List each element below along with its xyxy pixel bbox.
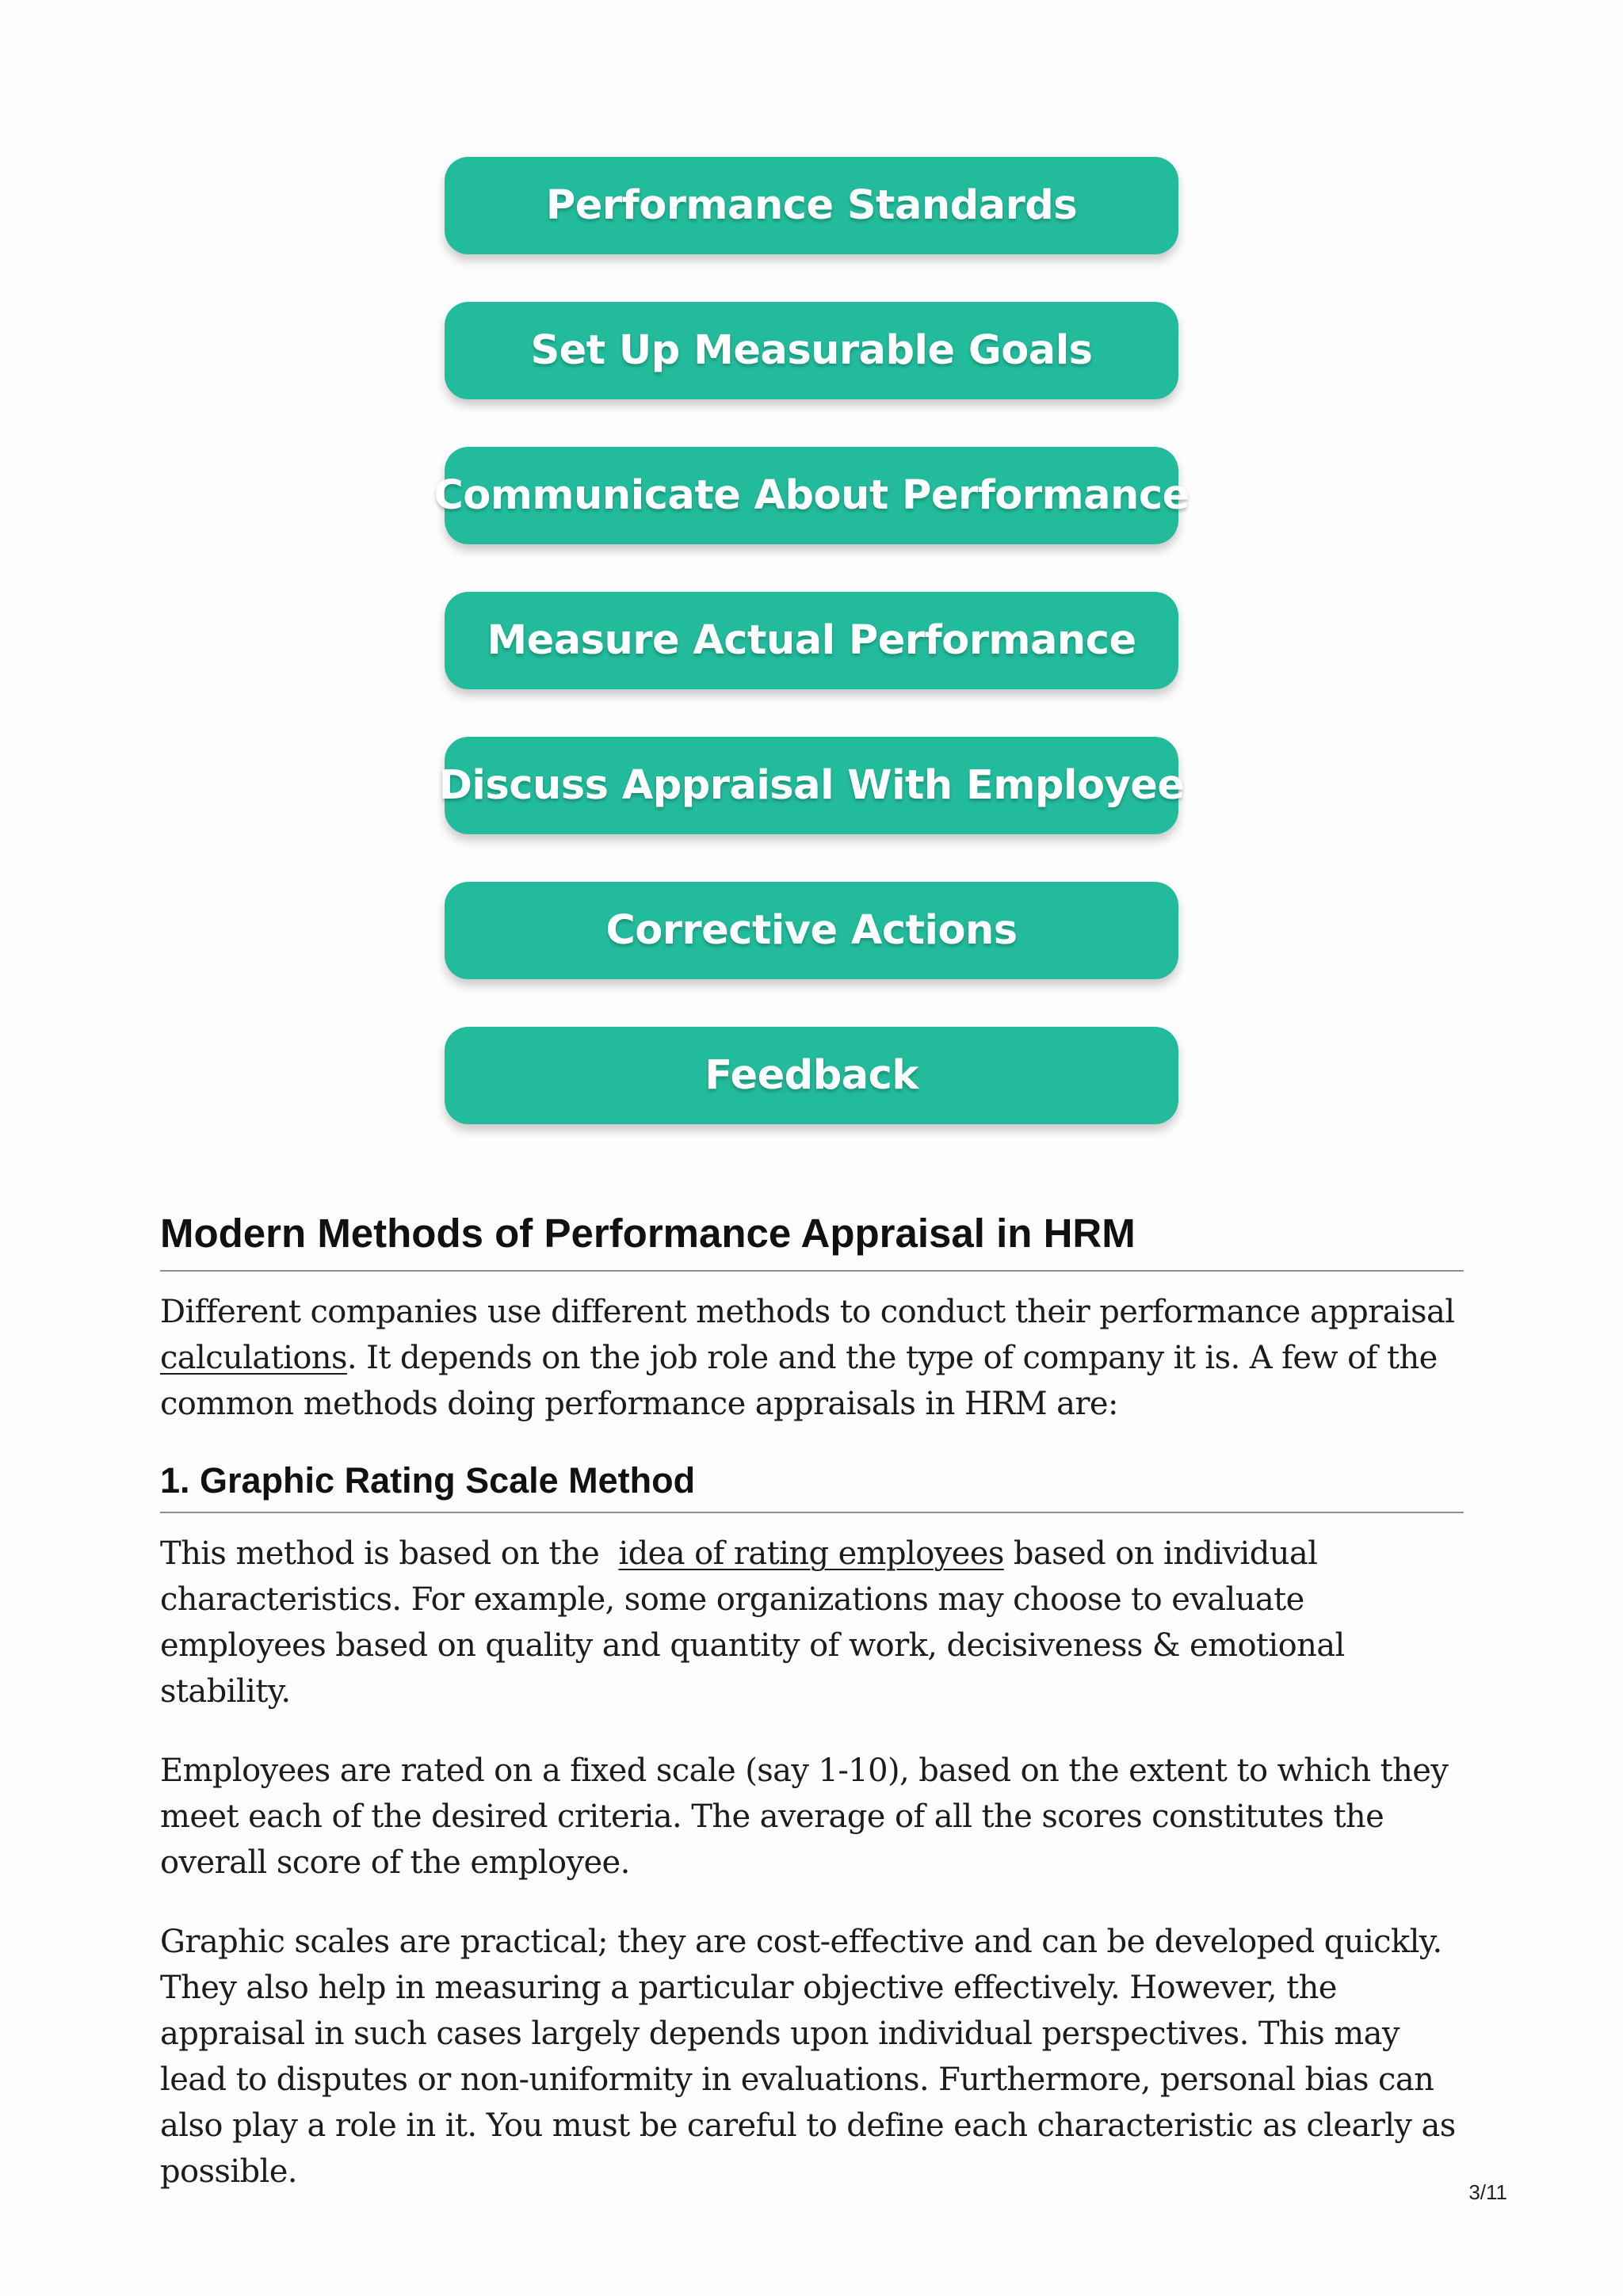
step-performance-standards	[445, 157, 1178, 254]
graphic-rating-paragraph-3: Graphic scales are practical; they are cost-effective and can be developed quickly. They also help in measuring a particular objective effectively. However, the appraisal in such cases largely depends upon individual perspectives. This may lead to disputes or non-uniformity in evaluations. Furthermore, personal bias can also play a role in it. You must be careful to define each characteristic as clearly as possible.	[160, 1924, 1456, 2191]
step-label: Communicate About Performance	[433, 472, 1190, 519]
step-discuss-appraisal	[438, 737, 1185, 834]
intro-text-start: Different companies use different methods to conduct their performance appraisal	[160, 1293, 1455, 1330]
step-communicate-about-performance	[433, 447, 1190, 544]
section-heading: Modern Methods of Performance Appraisal in HRM	[160, 1211, 1464, 1272]
step-set-up-measurable-goals	[445, 302, 1178, 399]
step-label: Corrective Actions	[605, 907, 1018, 954]
step-feedback	[445, 1027, 1178, 1124]
calculations-link[interactable]: calculations	[160, 1339, 347, 1376]
idea-of-rating-employees-link[interactable]: idea of rating employees	[618, 1535, 1004, 1573]
step-label: Feedback	[705, 1052, 918, 1099]
page-number: 3/11	[1468, 2180, 1507, 2204]
step-corrective-actions	[445, 882, 1178, 979]
para1-text-start: This method is based on the	[160, 1535, 600, 1573]
step-label: Discuss Appraisal With Employee	[438, 762, 1185, 809]
intro-text-end: . It depends on the job role and the type of company it is. A few of the common methods doing performance appraisals in HRM are:	[160, 1339, 1438, 1422]
para1-text-end: based on individual characteristics. For example, some organizations may choose to evaluate employees based on quality and quantity of work, decisiveness & emotional stability.	[160, 1535, 1345, 1711]
article-content	[160, 1211, 1464, 2195]
intro-paragraph	[160, 1289, 1464, 1427]
graphic-rating-paragraph-1	[160, 1531, 1464, 1714]
performance-process-diagram	[433, 157, 1190, 1172]
subsection-heading: 1. Graphic Rating Scale Method	[160, 1460, 1464, 1514]
step-measure-actual-performance	[445, 592, 1178, 689]
graphic-rating-paragraph-2: Employees are rated on a fixed scale (say 1-10), based on the extent to which they meet each of the desired criteria. The average of all the scores constitutes the overall score of the employee.	[160, 1753, 1449, 1882]
step-label: Set Up Measurable Goals	[530, 327, 1093, 374]
step-label: Measure Actual Performance	[487, 617, 1136, 664]
step-label: Performance Standards	[545, 182, 1078, 229]
